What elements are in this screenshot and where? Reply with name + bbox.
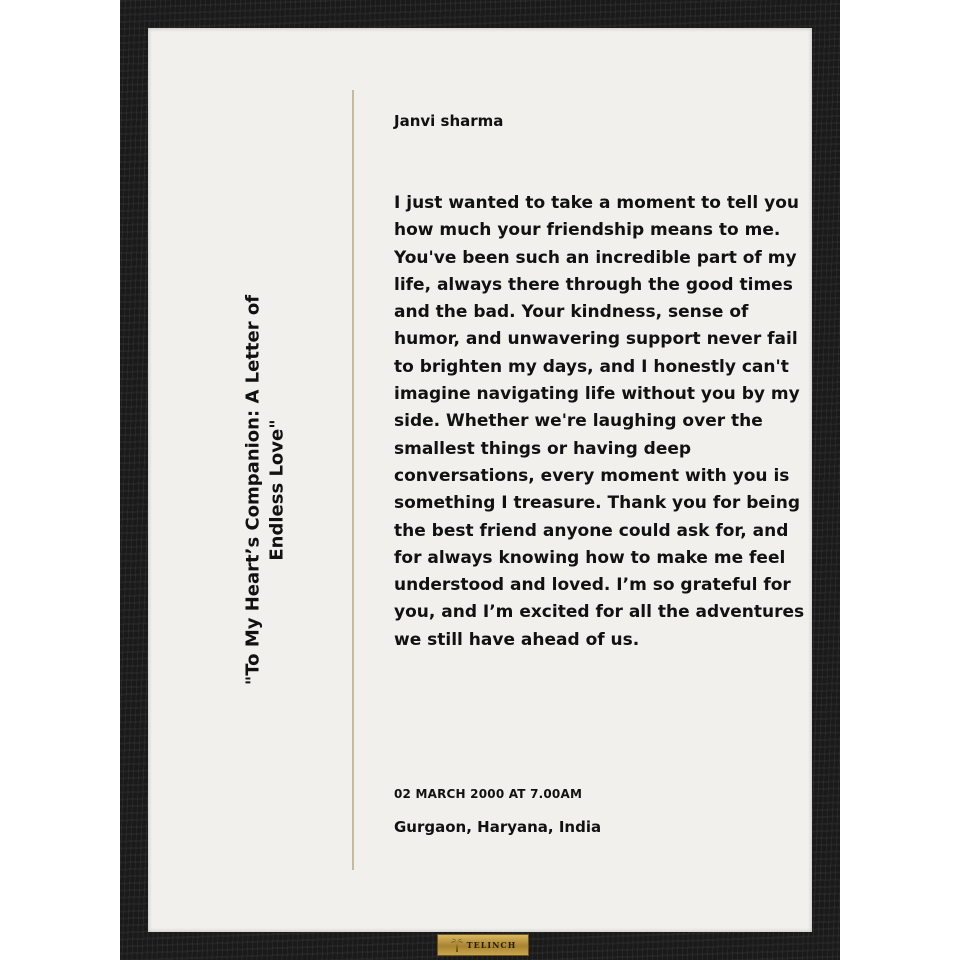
brand-name: TELINCH [466,940,517,950]
letter-location: Gurgaon, Haryana, India [394,818,602,836]
letter-body: I just wanted to take a moment to tell you how much your friendship means to me. You've been such an incredible part of my life, always there through the good times and the bad. Your kindness, sense of humor, and unwavering support never fail to brighten my days, and I honestly can't imagine navigating life without you by my side. Whether we're laughing over the smallest things or having deep conversations, every moment with you is something I treasure. Thank you for being the best friend anyone could ask for, and for always knowing how to make me feel understood and loved. I’m so grateful for you, and I’m excited for all the adventures we still have ahead of us. [394,193,805,650]
brand-badge [437,934,529,956]
letter-title: "To My Heart’s Companion: A Letter of Endless Love" [242,294,288,686]
palm-tree-icon [450,937,464,953]
letter-date: 02 MARCH 2000 AT 7.00AM [394,787,583,801]
recipient-name: Janvi sharma [394,112,504,130]
divider-line [352,90,354,870]
